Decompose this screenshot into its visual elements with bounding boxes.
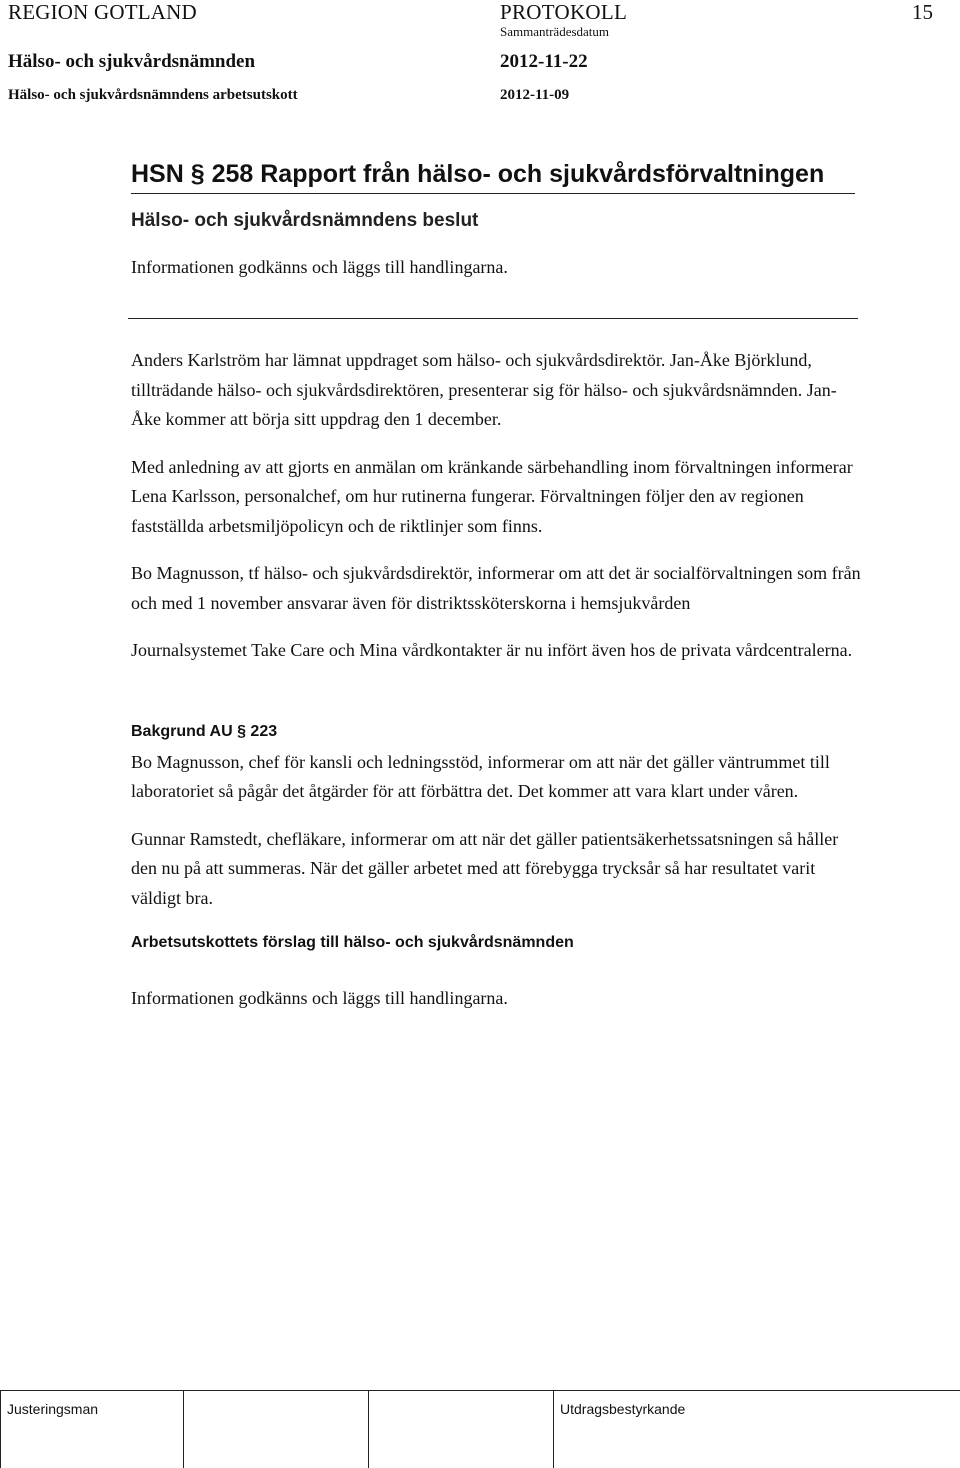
signature-box <box>0 1391 99 1468</box>
proposal-text: Informationen godkänns och läggs till handlingarna. <box>131 988 508 1008</box>
certifier-label: Utdragsbestyrkande <box>560 1401 686 1417</box>
decision-text: Informationen godkänns och läggs till handlingarna. <box>131 257 508 277</box>
section-divider <box>128 318 858 319</box>
decision-heading: Hälso- och sjukvårdsnämndens beslut <box>131 210 479 231</box>
page-number: 15 <box>912 0 933 24</box>
signature-footer <box>0 1390 960 1468</box>
work-committee-date: 2012-11-09 <box>500 87 570 103</box>
document-type: PROTOKOLL <box>500 0 628 24</box>
committee-date: 2012-11-22 <box>500 51 588 72</box>
committee-name: Hälso- och sjukvårdsnämnden <box>8 51 256 72</box>
signature-box <box>553 1391 686 1468</box>
paragraph-journal-system: Journalsystemet Take Care och Mina vårdkontakter är nu infört även hos de privata vårdcentralerna. <box>131 640 853 660</box>
section-heading: HSN § 258 Rapport från hälso- och sjukvårdsförvaltningen <box>131 160 855 194</box>
signature-box <box>183 1391 184 1468</box>
paragraph-patient-safety: Gunnar Ramstedt, chefläkare, informerar om att när det gäller patientsäkerhetssatsningen så håller den nu på att summeras. När det gäller arbetet med att förebygga trycksår så har resultatet varit väldigt bra. <box>131 828 839 908</box>
meeting-date-label: Sammanträdesdatum <box>500 24 610 39</box>
main-content <box>131 160 861 1013</box>
signature-box <box>368 1391 369 1468</box>
proposal-heading: Arbetsutskottets förslag till hälso- och sjukvårdsnämnden <box>131 934 574 951</box>
paragraph-district-nurses: Bo Magnusson, tf hälso- och sjukvårdsdirektör, informerar om att det är socialförvaltningen som från och med 1 november ansvarar även för distriktssköterskorna i hemsjukvården <box>131 563 861 613</box>
paragraph-harassment-report: Med anledning av att gjorts en anmälan om kränkande särbehandling inom förvaltningen informerar Lena Karlsson, personalchef, om hur rutinerna fungerar. Förvaltningen följer den av regionen fastställda arbetsmiljöpolicyn och de riktlinjer som finns. <box>131 456 853 536</box>
background-heading: Bakgrund AU § 223 <box>131 722 278 740</box>
paragraph-director-change: Anders Karlström har lämnat uppdraget som hälso- och sjukvårdsdirektör. Jan-Åke Björklund, tillträdande hälso- och sjukvårdsdirektören, presenterar sig för hälso- och sjukvårdsnämnden. Jan-Åke kommer att börja sitt uppdrag den 1 december. <box>131 350 837 429</box>
paragraph-waiting-room: Bo Magnusson, chef för kansli och ledningsstöd, informerar om att när det gäller väntrummet till laboratoriet så pågår det åtgärder för att förbättra det. Det kommer att vara klart under våren. <box>131 751 830 801</box>
work-committee-name: Hälso- och sjukvårdsnämndens arbetsutskott <box>8 87 298 103</box>
adjuster-label: Justeringsman <box>7 1401 99 1417</box>
organization-name: REGION GOTLAND <box>8 0 197 24</box>
